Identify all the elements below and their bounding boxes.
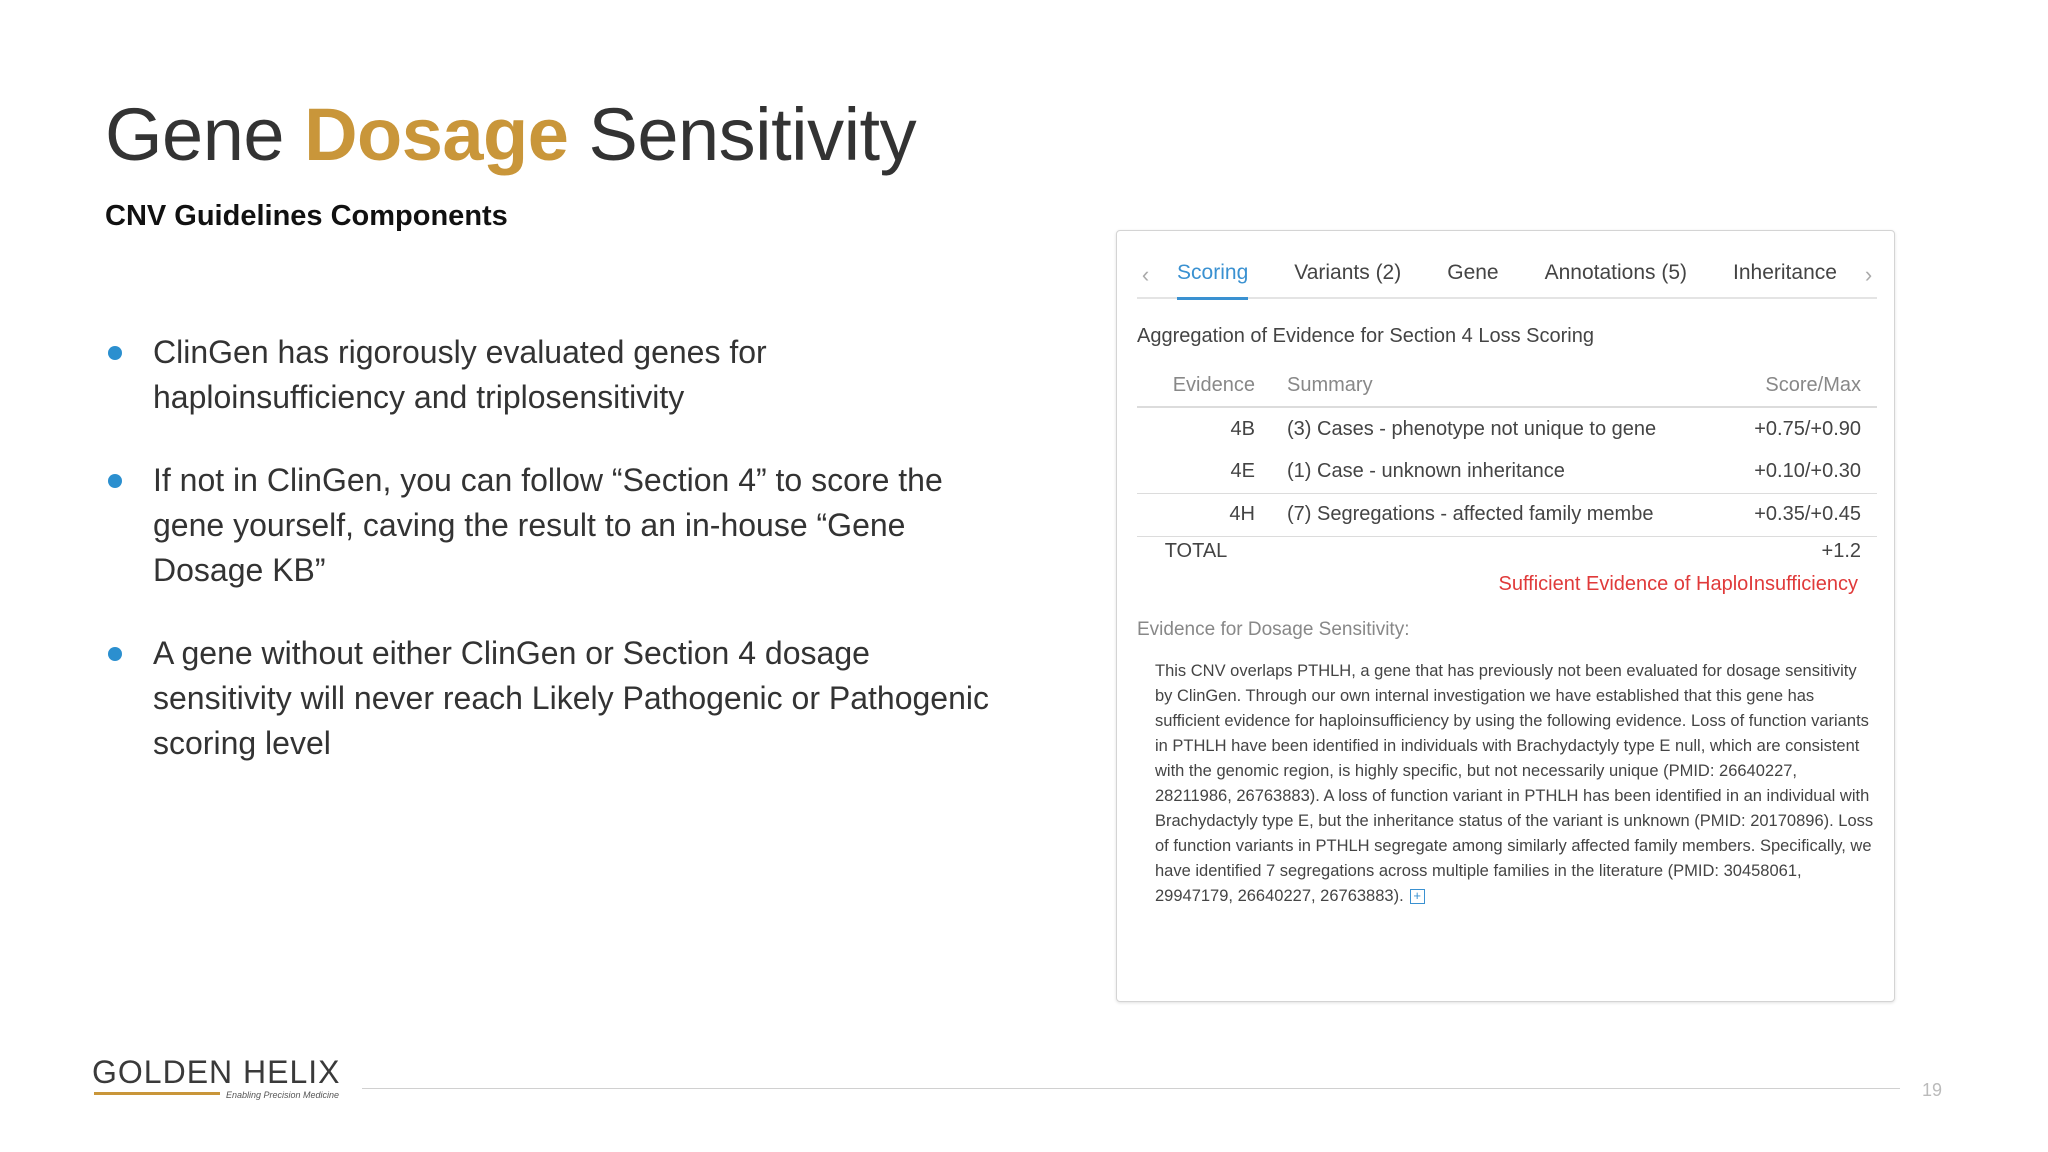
score-max: +0.90	[1810, 417, 1861, 440]
row-score: +0.10/+0.30	[1754, 459, 1861, 482]
bullet-text: If not in ClinGen, you can follow “Section 4” to score the gene yourself, caving the result to an in-house “Gene Dosage KB”	[153, 462, 943, 588]
table-row[interactable]	[1137, 493, 1877, 536]
row-summary: (7) Segregations - affected family membe	[1267, 493, 1697, 536]
tab-scoring[interactable]: Scoring	[1177, 252, 1248, 298]
tab-gene[interactable]: Gene	[1447, 261, 1499, 284]
row-score: +0.75/+0.90	[1697, 407, 1877, 450]
title-part1: Gene	[105, 93, 305, 176]
slide-subtitle: CNV Guidelines Components	[105, 200, 508, 232]
score-max: +0.45	[1810, 503, 1861, 525]
header-summary: Summary	[1287, 374, 1373, 396]
scoring-panel	[1116, 230, 1895, 1002]
slide-title	[105, 92, 916, 177]
bullet-dot-icon	[108, 474, 122, 488]
bullet-item	[105, 330, 1005, 420]
score-value: +0.10	[1754, 459, 1805, 482]
total-row	[1137, 536, 1877, 566]
chevron-right-icon[interactable]: ›	[1864, 262, 1873, 287]
chevron-left-icon[interactable]: ‹	[1141, 262, 1150, 287]
evidence-body: This CNV overlaps PTHLH, a gene that has previously not been evaluated for dosage sensitivity by ClinGen. Through our own internal investigation we have established that this gene has sufficient evidence for haploinsufficiency by using the following evidence. Loss of function variants in PTHLH have been identified in individuals with Brachydactyly type E null, which are consistent with the genomic region, is highly specific, but not necessarily unique (PMID: 26640227, 28211986, 26763883). A loss of function variant in PTHLH has been identified in an individual with Brachydactyly type E, but the inheritance status of the variant is unknown (PMID: 20170896). Loss of function variants in PTHLH segregate among similarly affected family members. Specifically, we have identified 7 segregations across multiple families in the literature (PMID: 30458061, 29947179, 26640227, 26763883).	[1155, 662, 1874, 905]
row-summary: (3) Cases - phenotype not unique to gene	[1267, 407, 1697, 450]
evidence-text	[1155, 659, 1875, 909]
total-value: +1.2	[1697, 536, 1877, 566]
footer-divider	[362, 1088, 1900, 1089]
score-value: +0.35	[1754, 503, 1805, 525]
table-row[interactable]	[1137, 450, 1877, 493]
tab-variants[interactable]: Variants (2)	[1294, 261, 1402, 284]
logo-text: GOLDEN HELIX	[92, 1054, 341, 1090]
tab-inheritance[interactable]: Inheritance	[1733, 261, 1837, 284]
tab-bar	[1137, 253, 1877, 299]
bullet-list	[105, 330, 1005, 804]
title-part2: Sensitivity	[568, 93, 917, 176]
row-summary: (1) Case - unknown inheritance	[1287, 459, 1565, 482]
header-evidence: Evidence	[1172, 374, 1255, 396]
plus-box-icon[interactable]: +	[1410, 889, 1425, 904]
scoring-table	[1137, 365, 1877, 566]
title-accent: Dosage	[304, 93, 569, 176]
golden-helix-logo	[92, 1054, 341, 1100]
bullet-text: A gene without either ClinGen or Section 4 dosage sensitivity will never reach Likely Pathogenic or Pathogenic scoring level	[153, 635, 989, 761]
table-row[interactable]	[1137, 407, 1877, 450]
page-number: 19	[1922, 1080, 1943, 1100]
aggregation-title: Aggregation of Evidence for Section 4 Loss Scoring	[1137, 325, 1594, 347]
conclusion-text: Sufficient Evidence of HaploInsufficiency	[1498, 573, 1858, 595]
tab-annotations[interactable]: Annotations (5)	[1544, 261, 1688, 284]
bullet-item	[105, 631, 1005, 766]
bullet-dot-icon	[108, 647, 122, 661]
bullet-item	[105, 458, 1005, 593]
logo-tagline: Enabling Precision Medicine	[226, 1090, 340, 1100]
row-score: +0.35/+0.45	[1697, 493, 1877, 536]
evidence-heading: Evidence for Dosage Sensitivity:	[1137, 619, 1410, 640]
total-label: TOTAL	[1137, 536, 1267, 566]
row-evidence: 4E	[1230, 459, 1255, 482]
header-score: Score/Max	[1765, 374, 1861, 396]
bullet-text: ClinGen has rigorously evaluated genes for haploinsufficiency and triplosensitivity	[153, 334, 767, 415]
logo-underline	[94, 1092, 220, 1095]
row-evidence: 4H	[1137, 493, 1267, 536]
score-value: +0.75	[1754, 417, 1805, 440]
table-header-row	[1137, 365, 1877, 407]
bullet-dot-icon	[108, 346, 122, 360]
score-max: +0.30	[1810, 459, 1861, 482]
row-evidence: 4B	[1137, 407, 1267, 450]
